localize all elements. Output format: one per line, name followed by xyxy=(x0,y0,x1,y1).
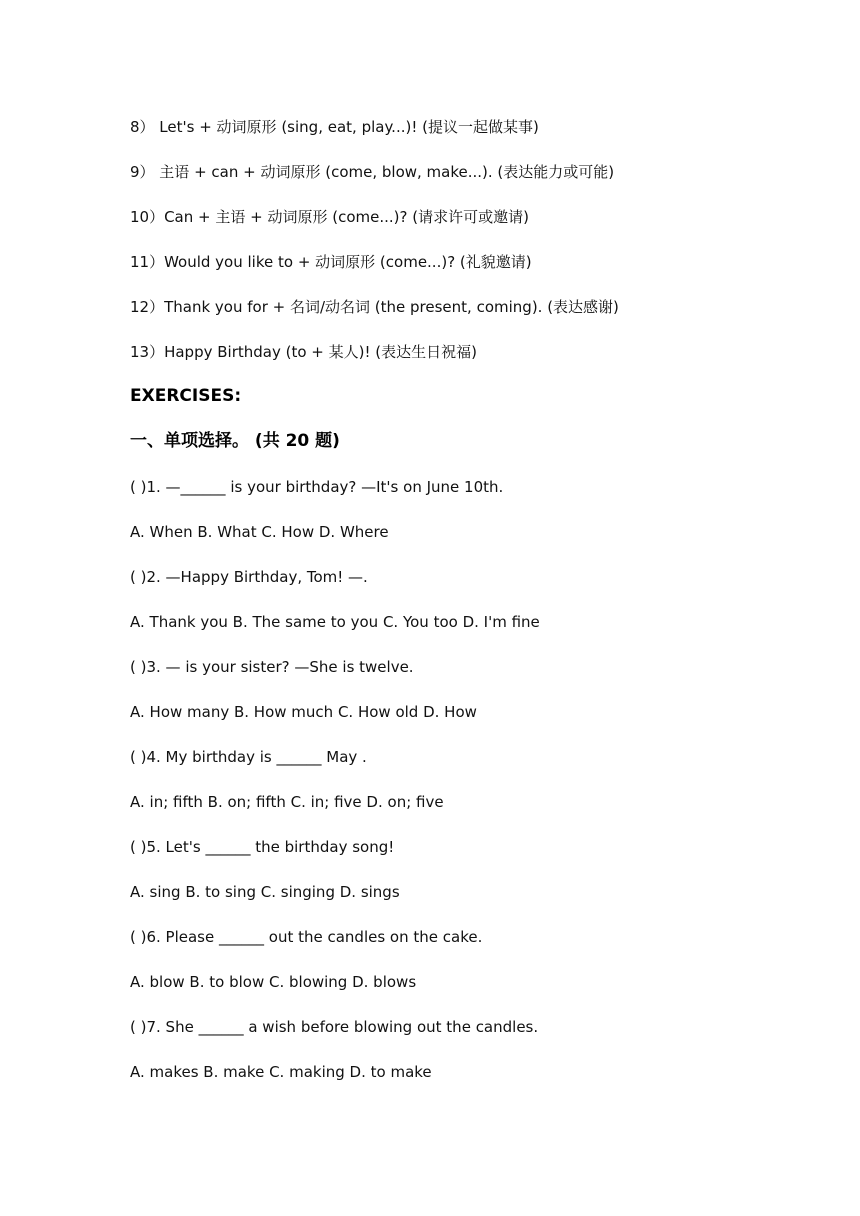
question-stem: ( )4. My birthday is ______ May . xyxy=(130,748,367,766)
question-stem: ( )7. She ______ a wish before blowing out the candles. xyxy=(130,1018,539,1036)
pattern-12: 12）Thank you for + 名词/动名词 (the present, coming). (表达感谢) xyxy=(130,298,619,316)
question-options: A. When B. What C. How D. Where xyxy=(130,523,389,541)
pattern-13: 13）Happy Birthday (to + 某人)! (表达生日祝福) xyxy=(130,343,477,361)
question-options: A. sing B. to sing C. singing D. sings xyxy=(130,883,400,901)
pattern-11: 11）Would you like to + 动词原形 (come...)? (礼貌邀请) xyxy=(130,253,532,271)
question-stem: ( )2. —Happy Birthday, Tom! —. xyxy=(130,568,368,586)
pattern-9: 9） 主语 + can + 动词原形 (come, blow, make...). (表达能力或可能) xyxy=(130,163,615,181)
pattern-10: 10）Can + 主语 + 动词原形 (come...)? (请求许可或邀请) xyxy=(130,208,529,226)
question-options: A. makes B. make C. making D. to make xyxy=(130,1063,432,1081)
pattern-8: 8） Let's + 动词原形 (sing, eat, play...)! (提议一起做某事) xyxy=(130,118,539,136)
question-stem: ( )3. — is your sister? —She is twelve. xyxy=(130,658,414,676)
question-options: A. blow B. to blow C. blowing D. blows xyxy=(130,973,417,991)
question-stem: ( )1. —______ is your birthday? —It's on June 10th. xyxy=(130,478,504,496)
question-options: A. How many B. How much C. How old D. How xyxy=(130,703,477,721)
exercises-heading: EXERCISES: xyxy=(130,386,242,406)
section-title: 一、单项选择。 (共 20 题) xyxy=(130,431,340,451)
question-options: A. in; fifth B. on; fifth C. in; five D. on; five xyxy=(130,793,444,811)
question-stem: ( )5. Let's ______ the birthday song! xyxy=(130,838,395,856)
question-options: A. Thank you B. The same to you C. You too D. I'm fine xyxy=(130,613,540,631)
question-stem: ( )6. Please ______ out the candles on the cake. xyxy=(130,928,483,946)
